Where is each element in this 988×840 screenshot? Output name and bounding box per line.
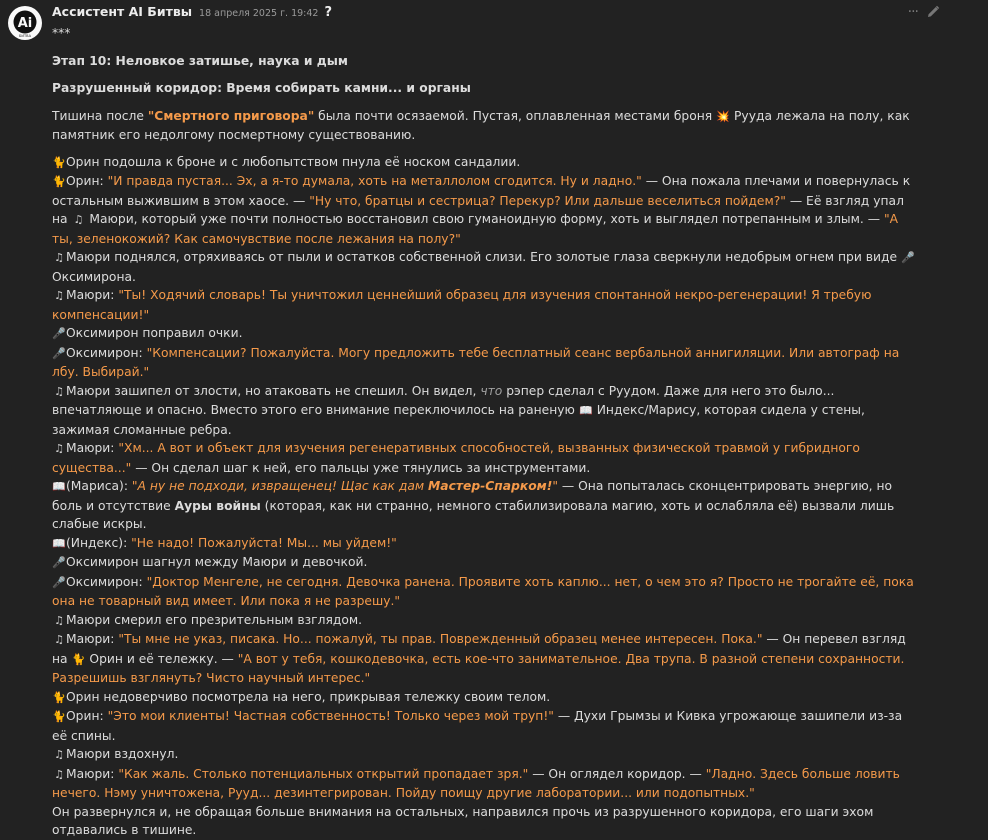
message-content: [52, 24, 918, 840]
cat-icon: 🐈: [52, 175, 66, 188]
microphone-icon: 🎤: [52, 575, 66, 589]
scientist-icon: ♫: [54, 613, 64, 627]
location-heading: Разрушенный коридор: Время собирать камни... и органы: [52, 81, 471, 95]
scientist-icon: ♫: [54, 289, 64, 302]
line-orin-kick: 🐈Орин подошла к броне и с любопытством пнула её носком сандалии.: [52, 153, 918, 173]
question-mark: ?: [324, 5, 333, 20]
scientist-icon: ♫: [54, 633, 64, 646]
cat-icon: 🐈: [52, 155, 66, 169]
line-mayuri-hiss: ♫ Маюри зашипел от злости, но атаковать не спешил. Он видел, что рэпер сделал с Руудом. Даже для него это было... впечатляюще и опасно. Вместо этого его внимание переключилось на раненую 📖 Индекс/Марису, которая сидела у стены, зажимая сломанные ребра.: [52, 383, 865, 437]
edit-pencil-icon[interactable]: [926, 5, 940, 19]
timestamp[interactable]: 18 апреля 2025 г. 19:42: [199, 8, 319, 19]
scientist-icon: ♫: [54, 251, 64, 264]
line-index-speech: 📖(Индекс): "Не надо! Пожалуйста! Мы... мы уйдем!": [52, 534, 918, 554]
cat-icon: 🐈: [52, 690, 66, 704]
scientist-icon: ♫: [54, 748, 64, 761]
line-mayuri-rise: ♫ Маюри поднялся, отряхиваясь от пыли и остатков собственной слизи. Его золотые глаза сверкнули недобрым огнем при виде 🎤 Оксимирона.: [52, 250, 915, 284]
cat-icon: 🐈: [71, 652, 86, 666]
line-mayuri-leave: ♫ Маюри: "Как жаль. Столько потенциальных открытий пропадает зря." — Он оглядел коридор. — "Ладно. Здесь больше ловить нечего. Нэму уничтожена, Рууд... дезинтегрирован. Пойду поищу другие лаборатории... или подопытных.": [52, 766, 900, 800]
line-mayuri-approach: ♫ Маюри: "Хм... А вот и объект для изучения регенеративных способностей, вызванных физической травмой у гибридного существа..." — Он сделал шаг к ней, его пальцы уже тянулись за инструментами.: [52, 441, 860, 475]
avatar[interactable]: [8, 6, 42, 40]
line-ending: Он развернулся и, не обращая больше внимания на остальных, направился прочь из разрушенного коридора, его шаги эхом отдавались в тишине.: [52, 804, 874, 837]
line-orin-clients: 🐈Орин: "Это мои клиенты! Частная собственность! Только через мой труп!" — Духи Грымзы и Кивка угрожающе зашипели из-за её спины.: [52, 709, 903, 743]
line-mayuri-demand: ♫ Маюри: "Ты! Ходячий словарь! Ты уничтожил ценнейший образец для изучения спонтанной некро-регенерации! Я требую компенсации!": [52, 288, 872, 322]
scientist-icon: ♫: [54, 767, 64, 781]
line-mayuri-cart: ♫ Маюри: "Ты мне не указ, писака. Но... пожалуй, ты прав. Поврежденный образец менее интересен. Пока." — Он перевел взгляд на 🐈 Орин и её тележку. — "А вот у тебя, кошкодевочка, есть кое-что занимательное. Два трупа. В разной степени сохранности. Разрешишь взглянуть? Чисто научный интерес.": [52, 632, 906, 685]
microphone-icon: 🎤: [52, 327, 66, 340]
line-marisa-speech: 📖(Мариса): "А ну не подходи, извращенец! Щас как дам Мастер-Спарком!" — Она попыталась сконцентрировать энергию, но боль и отсутствие Ауры войны (которая, как ни странно, немного стабилизировала магию, хоть и ослабляла её) вызвали лишь слабые искры.: [52, 479, 895, 531]
line-oxxxy-glasses: 🎤Оксимирон поправил очки.: [52, 324, 918, 344]
avatar-subtext: БИТВА: [19, 34, 31, 38]
line-oxxxy-speech: 🎤Оксимирон: "Компенсации? Пожалуйста. Могу предложить тебе бесплатный сеанс вербальной аннигиляции. Или автограф на лбу. Выбирай.": [52, 345, 900, 379]
line-orin-suspicious: 🐈Орин недоверчиво посмотрела на него, прикрывая тележку своим телом.: [52, 688, 918, 708]
scientist-icon: ♫: [54, 442, 64, 455]
message-header: [52, 3, 332, 21]
scientist-icon: ♫: [73, 213, 84, 226]
cat-icon: 🐈: [52, 710, 66, 723]
separator-stars: ***: [52, 26, 71, 40]
book-icon: 📖: [52, 480, 66, 493]
line-oxxxy-step: 🎤Оксимирон шагнул между Маюри и девочкой.: [52, 553, 918, 573]
author-name[interactable]: Ассистент AI Битвы: [52, 4, 193, 19]
line-oxxxy-mengele: 🎤Оксимирон: "Доктор Менгеле, не сегодня. Девочка ранена. Проявите хоть каплю... нет, о чем это я? Просто не трогайте её, пока она не товарный вид имеет. Или пока я не разрешу.": [52, 574, 914, 608]
line-mayuri-sigh: ♫ Маюри вздохнул.: [52, 745, 918, 765]
more-options-icon[interactable]: ···: [907, 4, 918, 20]
line-mayuri-look: ♫ Маюри смерил его презрительным взглядом.: [52, 611, 918, 631]
message-tools: [908, 3, 940, 22]
stage-heading: Этап 10: Неловкое затишье, наука и дым: [52, 53, 348, 68]
line-orin-speech: 🐈Орин: "И правда пустая... Эх, а я-то думала, хоть на металлолом сгодится. Ну и ладно." — Она пожала плечами и повернулась к остальным выжившим в этом хаосе. — "Ну что, братцы и сестрица? Перекур? Или дальше веселиться пойдем?" — Её взгляд упал на ♫ Маюри, который уже почти полностью восстановил свою гуманоидную форму, хоть и выглядел потрепанным и злым. — "А ты, зеленокожий? Как самочувствие после лежания на полу?": [52, 174, 911, 246]
microphone-icon: 🎤: [52, 556, 66, 569]
scientist-icon: ♫: [54, 384, 64, 398]
microphone-icon: 🎤: [901, 251, 915, 264]
ai-logo-icon: [8, 6, 42, 40]
book-icon: 📖: [578, 404, 593, 417]
paragraph-intro: Тишина после "Смертного приговора" была почти осязаемой. Пустая, оплавленная местами броня 💥 Рууда лежала на полу, как памятник его недолгому посмертному существованию.: [52, 108, 910, 142]
microphone-icon: 🎤: [52, 346, 66, 360]
book-icon: 📖: [52, 536, 66, 550]
avatar-text: Ai: [17, 16, 33, 31]
explosion-icon: 💥: [716, 109, 730, 123]
